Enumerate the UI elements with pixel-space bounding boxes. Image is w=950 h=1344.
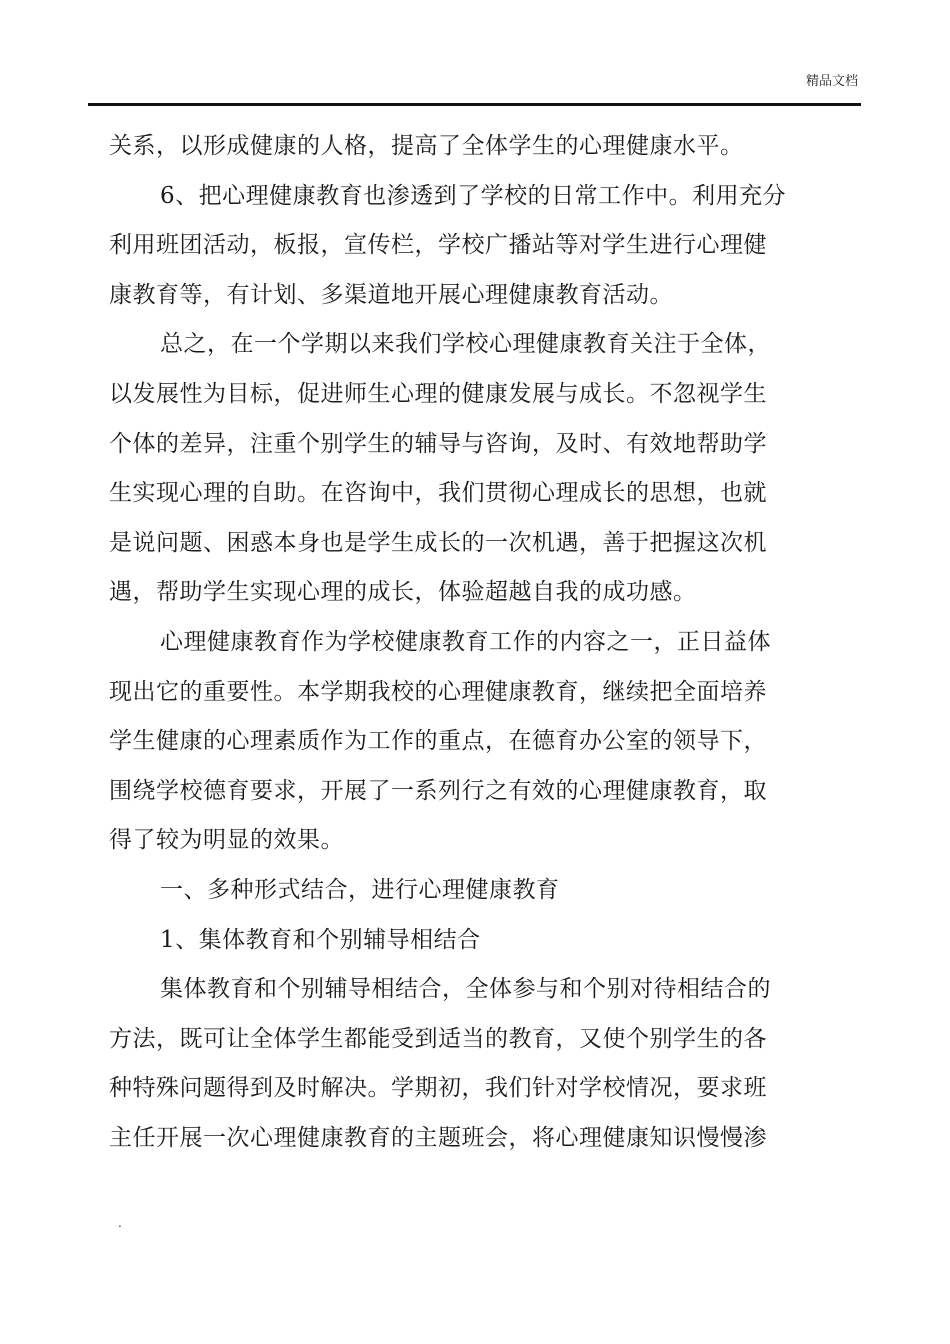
- text-line: 是说问题、困惑本身也是学生成长的一次机遇，善于把握这次机: [109, 529, 767, 556]
- text-line: 总之，在一个学期以来我们学校心理健康教育关注于全体，: [160, 331, 771, 358]
- section-heading: 一、多种形式结合，进行心理健康教育: [160, 876, 560, 903]
- document-body: [109, 122, 825, 1163]
- text-line: 6、把心理健康教育也渗透到了学校的日常工作中。利用充分: [160, 182, 787, 209]
- text-line: 以发展性为目标，促进师生心理的健康发展与成长。不忽视学生: [109, 380, 767, 407]
- text-line: 得了较为明显的效果。: [109, 827, 344, 854]
- text-line: 现出它的重要性。本学期我校的心理健康教育，继续把全面培养: [109, 678, 767, 705]
- text-line: 主任开展一次心理健康教育的主题班会，将心理健康知识慢慢渗: [109, 1124, 767, 1151]
- header-rule: [88, 103, 861, 106]
- text-line: 围绕学校德育要求，开展了一系列行之有效的心理健康教育，取: [109, 777, 767, 804]
- header-label: 精品文档: [805, 74, 858, 89]
- text-line: 遇，帮助学生实现心理的成长，体验超越自我的成功感。: [109, 579, 697, 606]
- text-line: 关系，以形成健康的人格，提高了全体学生的心理健康水平。: [109, 133, 744, 159]
- text-line: 集体教育和个别辅导相结合，全体参与和个别对待相结合的: [160, 976, 771, 1003]
- text-line: 方法，既可让全体学生都能受到适当的教育，又使个别学生的各: [109, 1025, 767, 1052]
- text-line: 心理健康教育作为学校健康教育工作的内容之一，正日益体: [160, 628, 771, 655]
- text-line: 生实现心理的自助。在咨询中，我们贯彻心理成长的思想，也就: [109, 480, 767, 507]
- text-line: 康教育等，有计划、多渠道地开展心理健康教育活动。: [109, 281, 673, 308]
- text-line: 利用班团活动，板报，宣传栏，学校广播站等对学生进行心理健: [109, 232, 767, 259]
- text-line: 种特殊问题得到及时解决。学期初，我们针对学校情况，要求班: [109, 1075, 767, 1102]
- footer-mark: .: [118, 1216, 122, 1230]
- text-line: 学生健康的心理素质作为工作的重点，在德育办公室的领导下，: [109, 728, 767, 755]
- subsection-heading: 1、集体教育和个别辅导相结合: [160, 926, 481, 953]
- text-line: 个体的差异，注重个别学生的辅导与咨询，及时、有效地帮助学: [109, 430, 767, 457]
